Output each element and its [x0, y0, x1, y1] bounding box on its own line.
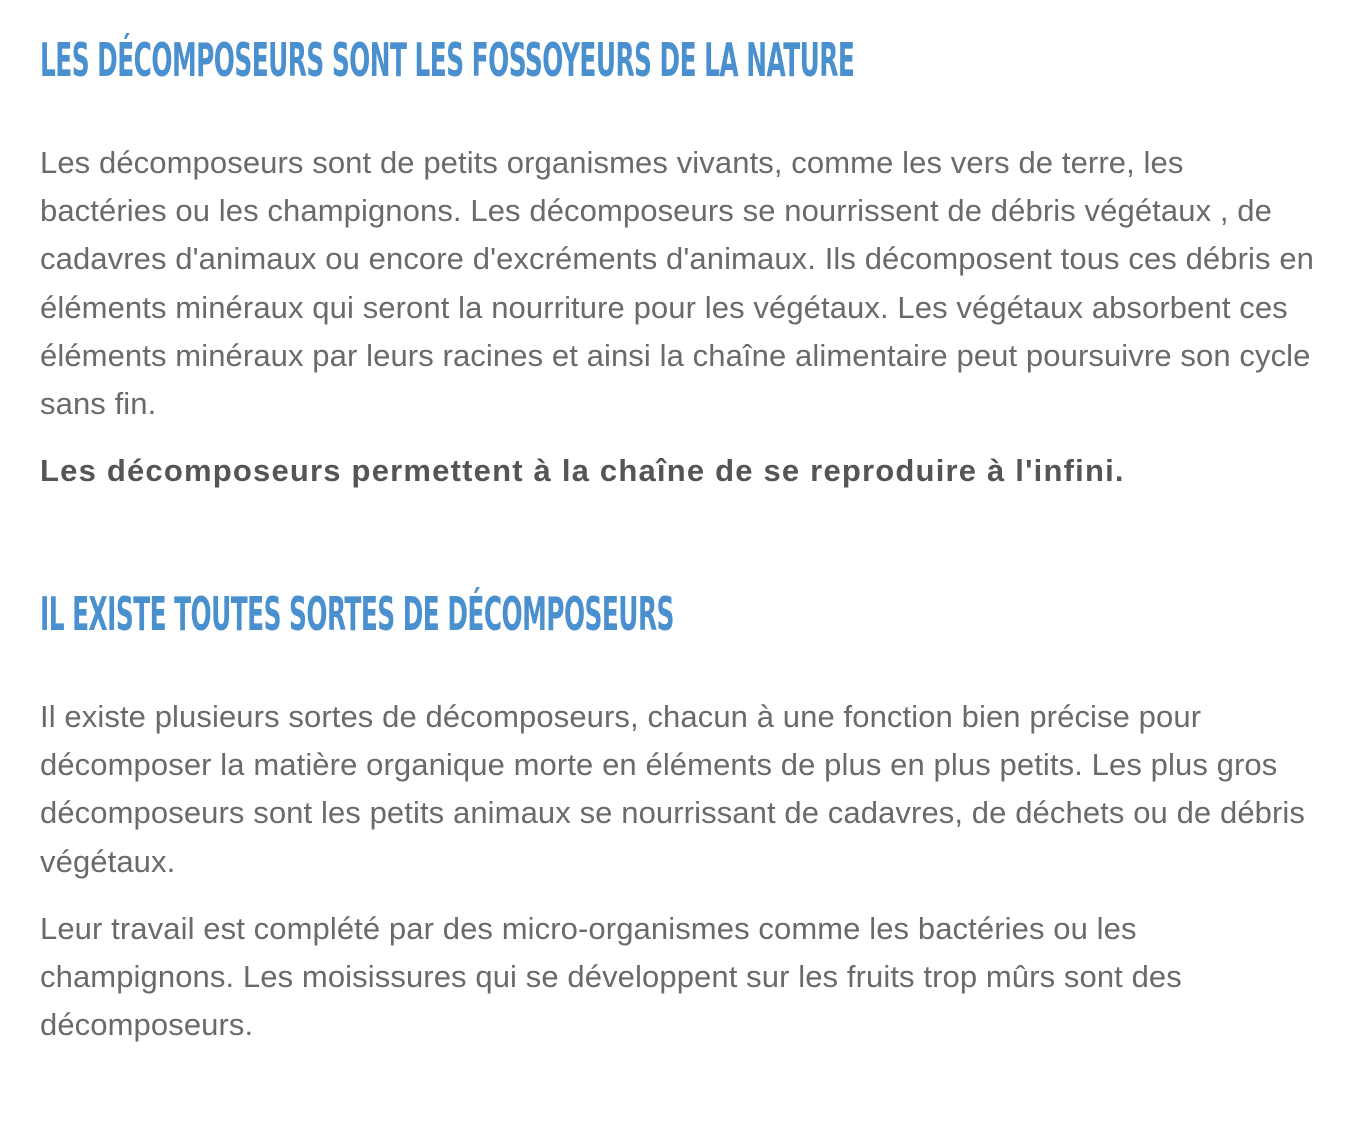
paragraph-micro-organisms: Leur travail est complété par des micro-organismes comme les bactéries ou les champignons. Les moisissures qui se développent sur les fruits trop mûrs sont des décomposeurs.: [40, 911, 1182, 1043]
paragraph-decomposers-key-point: Les décomposeurs permettent à la chaîne de se reproduire à l'infini.: [40, 453, 1125, 488]
section-title-decomposers-gravediggers: LES DÉCOMPOSEURS SONT LES FOSSOYEURS DE LA NATURE: [40, 33, 855, 87]
paragraph-decomposers-definition: Les décomposeurs sont de petits organismes vivants, comme les vers de terre, les bactéries ou les champignons. Les décomposeurs se nourrissent de débris végétaux , de cadavres d'animaux ou encore d'excréments d'animaux. Ils décomposent tous ces débris en éléments minéraux qui seront la nourriture pour les végétaux. Les végétaux absorbent ces éléments minéraux par leurs racines et ainsi la chaîne alimentaire peut poursuivre son cycle sans fin.: [40, 145, 1315, 422]
paragraph-kinds-of-decomposers: Il existe plusieurs sortes de décomposeurs, chacun à une fonction bien précise pour décomposer la matière organique morte en éléments de plus en plus petits. Les plus gros décomposeurs sont les petits animaux se nourrissant de cadavres, de déchets ou de débris végétaux.: [40, 699, 1306, 879]
section-title-kinds-of-decomposers: IL EXISTE TOUTES SORTES DE DÉCOMPOSEURS: [40, 587, 674, 641]
